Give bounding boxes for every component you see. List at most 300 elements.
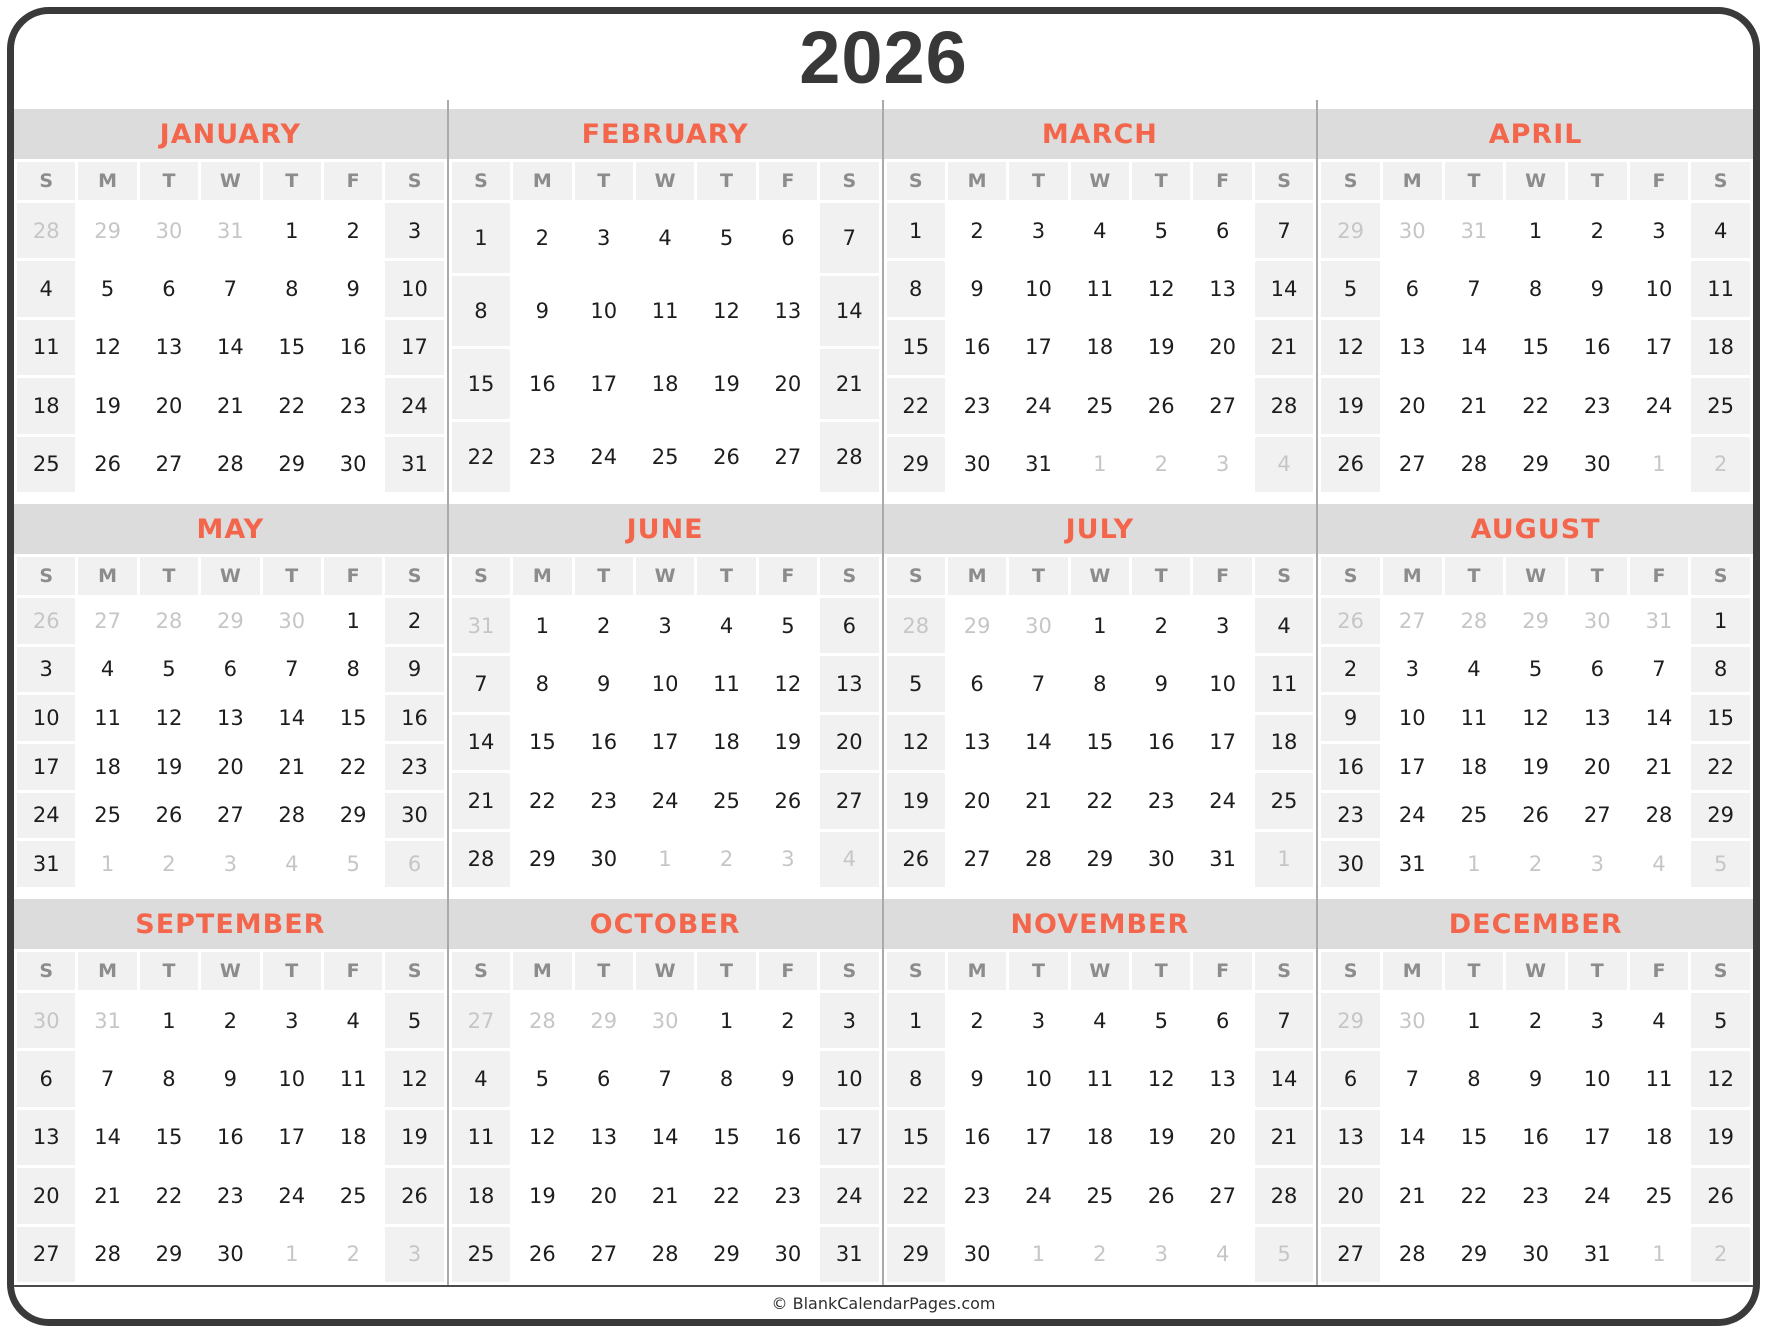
weekday-header: S: [452, 162, 510, 200]
day-cell: 1: [263, 1227, 321, 1282]
month-january: [14, 100, 449, 495]
day-cell: 8: [1445, 1051, 1504, 1106]
day-cell: 24: [385, 378, 443, 433]
day-cell: 22: [263, 378, 321, 433]
day-cell: 8: [1691, 647, 1750, 693]
day-cell: 17: [1193, 715, 1251, 770]
day-cell: 26: [1132, 378, 1190, 433]
day-cell: 21: [263, 744, 321, 790]
day-cell: 28: [1255, 1168, 1313, 1223]
day-cell: 14: [1009, 715, 1067, 770]
day-cell: 26: [385, 1168, 443, 1223]
day-cell: 3: [1383, 647, 1442, 693]
day-cell: 17: [385, 320, 443, 375]
day-cell: 30: [948, 437, 1006, 492]
day-cell: 6: [1321, 1051, 1380, 1106]
day-cell: 7: [78, 1051, 136, 1106]
weekday-header: W: [201, 952, 259, 990]
day-cell: 26: [140, 793, 198, 839]
day-cell: 1: [636, 832, 694, 887]
weekday-header: M: [948, 952, 1006, 990]
day-cell: 22: [324, 744, 382, 790]
day-cell: 27: [575, 1227, 633, 1282]
weekday-header: T: [1009, 557, 1067, 595]
day-cell: 31: [820, 1227, 878, 1282]
weekday-header: T: [140, 952, 198, 990]
day-cell: 22: [513, 773, 571, 828]
day-cell: 4: [1071, 203, 1129, 258]
day-cell: 30: [575, 832, 633, 887]
day-cell: 1: [78, 841, 136, 887]
day-cell: 1: [1506, 203, 1565, 258]
day-cell: 13: [1193, 261, 1251, 316]
day-cell: 2: [140, 841, 198, 887]
day-cell: 13: [1383, 320, 1442, 375]
day-cell: 22: [1071, 773, 1129, 828]
weekday-header: M: [513, 952, 571, 990]
day-cell: 30: [385, 793, 443, 839]
day-cell: 20: [820, 715, 878, 770]
day-cell: 20: [1383, 378, 1442, 433]
day-cell: 2: [948, 993, 1006, 1048]
day-cell: 27: [1383, 598, 1442, 644]
day-cell: 25: [697, 773, 755, 828]
day-cell: 28: [201, 437, 259, 492]
weekday-header: S: [820, 557, 878, 595]
day-cell: 29: [263, 437, 321, 492]
day-cell: 26: [17, 598, 75, 644]
day-cell: 4: [820, 832, 878, 887]
day-cell: 27: [948, 832, 1006, 887]
day-cell: 4: [1691, 203, 1750, 258]
day-cell: 31: [17, 841, 75, 887]
day-cell: 30: [1568, 598, 1627, 644]
day-cell: 3: [1193, 598, 1251, 653]
day-cell: 8: [324, 647, 382, 693]
day-cell: 17: [1568, 1110, 1627, 1165]
weekday-header: T: [697, 952, 755, 990]
day-cell: 6: [201, 647, 259, 693]
day-cell: 24: [263, 1168, 321, 1223]
day-cell: 1: [324, 598, 382, 644]
day-cell: 25: [636, 422, 694, 492]
months-grid: [14, 100, 1753, 1285]
weekday-header: F: [759, 162, 817, 200]
day-cell: 28: [513, 993, 571, 1048]
weekday-header: S: [1255, 952, 1313, 990]
day-cell: 4: [697, 598, 755, 653]
day-cell: 18: [636, 349, 694, 419]
day-cell: 28: [1445, 598, 1504, 644]
day-cell: 6: [575, 1051, 633, 1106]
day-cell: 11: [17, 320, 75, 375]
day-cell: 13: [948, 715, 1006, 770]
day-cell: 15: [1445, 1110, 1504, 1165]
day-cell: 23: [513, 422, 571, 492]
day-cell: 28: [820, 422, 878, 492]
day-cell: 9: [948, 1051, 1006, 1106]
day-cell: 10: [1009, 1051, 1067, 1106]
day-cell: 4: [78, 647, 136, 693]
day-cell: 28: [1009, 832, 1067, 887]
year-title: 2026: [799, 15, 968, 99]
day-cell: 9: [513, 276, 571, 346]
weekday-header: T: [140, 162, 198, 200]
day-cell: 25: [1255, 773, 1313, 828]
day-cell: 29: [1321, 993, 1380, 1048]
weekday-header: M: [78, 557, 136, 595]
day-cell: 5: [1132, 993, 1190, 1048]
day-cell: 2: [1691, 1227, 1750, 1282]
day-cell: 12: [513, 1110, 571, 1165]
day-cell: 27: [1193, 378, 1251, 433]
day-cell: 9: [1321, 695, 1380, 741]
day-cell: 5: [324, 841, 382, 887]
day-cell: 16: [759, 1110, 817, 1165]
day-cell: 30: [1009, 598, 1067, 653]
day-cell: 3: [1132, 1227, 1190, 1282]
day-cell: 11: [1445, 695, 1504, 741]
day-cell: 4: [1255, 598, 1313, 653]
day-cell: 31: [452, 598, 510, 653]
day-cell: 16: [385, 695, 443, 741]
weekday-header: T: [575, 952, 633, 990]
day-cell: 31: [1445, 203, 1504, 258]
day-cell: 2: [385, 598, 443, 644]
day-cell: 18: [17, 378, 75, 433]
day-cell: 25: [1445, 793, 1504, 839]
day-cell: 27: [78, 598, 136, 644]
day-cell: 23: [575, 773, 633, 828]
month-grid: [449, 159, 882, 495]
weekday-header: S: [385, 557, 443, 595]
day-cell: 3: [1193, 437, 1251, 492]
day-cell: 7: [636, 1051, 694, 1106]
day-cell: 19: [513, 1168, 571, 1223]
month-grid: [14, 159, 447, 495]
weekday-header: T: [697, 162, 755, 200]
day-cell: 2: [324, 203, 382, 258]
day-cell: 25: [1691, 378, 1750, 433]
day-cell: 28: [17, 203, 75, 258]
weekday-header: F: [1630, 162, 1689, 200]
day-cell: 29: [575, 993, 633, 1048]
day-cell: 29: [1071, 832, 1129, 887]
weekday-header: M: [948, 557, 1006, 595]
day-cell: 23: [324, 378, 382, 433]
day-cell: 30: [636, 993, 694, 1048]
day-cell: 3: [385, 203, 443, 258]
day-cell: 29: [1445, 1227, 1504, 1282]
day-cell: 1: [1009, 1227, 1067, 1282]
day-cell: 29: [201, 598, 259, 644]
day-cell: 4: [1193, 1227, 1251, 1282]
day-cell: 9: [201, 1051, 259, 1106]
weekday-header: S: [1321, 952, 1380, 990]
day-cell: 13: [17, 1110, 75, 1165]
weekday-header: W: [201, 162, 259, 200]
day-cell: 1: [1630, 1227, 1689, 1282]
day-cell: 2: [513, 203, 571, 273]
day-cell: 21: [1630, 744, 1689, 790]
day-cell: 4: [636, 203, 694, 273]
day-cell: 30: [1383, 203, 1442, 258]
weekday-header: S: [1321, 162, 1380, 200]
weekday-header: T: [1568, 557, 1627, 595]
day-cell: 22: [1445, 1168, 1504, 1223]
day-cell: 21: [1255, 320, 1313, 375]
day-cell: 29: [887, 1227, 945, 1282]
day-cell: 20: [575, 1168, 633, 1223]
day-cell: 1: [697, 993, 755, 1048]
day-cell: 11: [1071, 1051, 1129, 1106]
day-cell: 31: [385, 437, 443, 492]
weekday-header: F: [1630, 952, 1689, 990]
day-cell: 7: [1383, 1051, 1442, 1106]
day-cell: 27: [1383, 437, 1442, 492]
month-grid: [1318, 159, 1753, 495]
day-cell: 21: [201, 378, 259, 433]
weekday-header: M: [1383, 557, 1442, 595]
day-cell: 9: [575, 656, 633, 711]
day-cell: 24: [1193, 773, 1251, 828]
day-cell: 19: [385, 1110, 443, 1165]
day-cell: 30: [1132, 832, 1190, 887]
day-cell: 5: [1132, 203, 1190, 258]
day-cell: 25: [1071, 1168, 1129, 1223]
weekday-header: T: [1568, 952, 1627, 990]
day-cell: 17: [263, 1110, 321, 1165]
day-cell: 22: [1506, 378, 1565, 433]
day-cell: 13: [820, 656, 878, 711]
weekday-header: W: [636, 162, 694, 200]
day-cell: 29: [1506, 437, 1565, 492]
month-february: [449, 100, 884, 495]
day-cell: 11: [1255, 656, 1313, 711]
day-cell: 28: [887, 598, 945, 653]
day-cell: 1: [140, 993, 198, 1048]
day-cell: 23: [1132, 773, 1190, 828]
day-cell: 29: [324, 793, 382, 839]
day-cell: 20: [17, 1168, 75, 1223]
day-cell: 15: [1691, 695, 1750, 741]
weekday-header: T: [1009, 952, 1067, 990]
day-cell: 8: [140, 1051, 198, 1106]
day-cell: 11: [1630, 1051, 1689, 1106]
day-cell: 15: [324, 695, 382, 741]
day-cell: 4: [452, 1051, 510, 1106]
weekday-header: S: [887, 162, 945, 200]
weekday-header: F: [759, 557, 817, 595]
weekday-header: S: [452, 952, 510, 990]
day-cell: 22: [887, 378, 945, 433]
day-cell: 11: [697, 656, 755, 711]
day-cell: 6: [17, 1051, 75, 1106]
day-cell: 11: [636, 276, 694, 346]
day-cell: 27: [201, 793, 259, 839]
day-cell: 30: [17, 993, 75, 1048]
day-cell: 2: [1071, 1227, 1129, 1282]
weekday-header: S: [17, 162, 75, 200]
day-cell: 31: [1193, 832, 1251, 887]
day-cell: 1: [887, 203, 945, 258]
day-cell: 19: [140, 744, 198, 790]
day-cell: 4: [324, 993, 382, 1048]
month-title: NOVEMBER: [884, 899, 1317, 949]
day-cell: 3: [1009, 993, 1067, 1048]
month-june: [449, 495, 884, 890]
month-grid: [884, 949, 1317, 1285]
day-cell: 16: [1132, 715, 1190, 770]
weekday-header: T: [1132, 557, 1190, 595]
day-cell: 8: [452, 276, 510, 346]
day-cell: 27: [17, 1227, 75, 1282]
day-cell: 19: [697, 349, 755, 419]
day-cell: 4: [17, 261, 75, 316]
day-cell: 2: [201, 993, 259, 1048]
day-cell: 3: [17, 647, 75, 693]
weekday-header: S: [17, 557, 75, 595]
day-cell: 8: [887, 1051, 945, 1106]
month-title: FEBRUARY: [449, 109, 882, 159]
month-title: JANUARY: [14, 109, 447, 159]
day-cell: 22: [697, 1168, 755, 1223]
month-july: [884, 495, 1319, 890]
day-cell: 10: [636, 656, 694, 711]
day-cell: 8: [1506, 261, 1565, 316]
weekday-header: T: [1445, 162, 1504, 200]
month-grid: [14, 949, 447, 1285]
day-cell: 21: [636, 1168, 694, 1223]
day-cell: 6: [1568, 647, 1627, 693]
weekday-header: S: [820, 162, 878, 200]
day-cell: 1: [452, 203, 510, 273]
day-cell: 5: [78, 261, 136, 316]
weekday-header: F: [324, 557, 382, 595]
day-cell: 30: [948, 1227, 1006, 1282]
weekday-header: M: [513, 557, 571, 595]
day-cell: 14: [1255, 1051, 1313, 1106]
day-cell: 30: [1321, 841, 1380, 887]
day-cell: 3: [385, 1227, 443, 1282]
day-cell: 10: [17, 695, 75, 741]
day-cell: 14: [452, 715, 510, 770]
day-cell: 6: [759, 203, 817, 273]
month-grid: [1318, 949, 1753, 1285]
weekday-header: F: [1193, 162, 1251, 200]
day-cell: 20: [1193, 320, 1251, 375]
day-cell: 13: [1568, 695, 1627, 741]
day-cell: 14: [636, 1110, 694, 1165]
day-cell: 7: [1255, 203, 1313, 258]
day-cell: 27: [140, 437, 198, 492]
day-cell: 3: [759, 832, 817, 887]
day-cell: 6: [1193, 993, 1251, 1048]
weekday-header: T: [263, 952, 321, 990]
day-cell: 6: [385, 841, 443, 887]
day-cell: 29: [1691, 793, 1750, 839]
day-cell: 19: [887, 773, 945, 828]
day-cell: 10: [1193, 656, 1251, 711]
day-cell: 15: [513, 715, 571, 770]
day-cell: 5: [1321, 261, 1380, 316]
calendar-page: [7, 7, 1760, 1326]
day-cell: 8: [513, 656, 571, 711]
day-cell: 9: [324, 261, 382, 316]
day-cell: 25: [78, 793, 136, 839]
day-cell: 24: [1383, 793, 1442, 839]
day-cell: 27: [759, 422, 817, 492]
day-cell: 2: [697, 832, 755, 887]
day-cell: 17: [1009, 320, 1067, 375]
day-cell: 16: [1321, 744, 1380, 790]
day-cell: 17: [17, 744, 75, 790]
weekday-header: W: [201, 557, 259, 595]
day-cell: 14: [820, 276, 878, 346]
month-november: [884, 890, 1319, 1285]
day-cell: 19: [1321, 378, 1380, 433]
day-cell: 21: [452, 773, 510, 828]
day-cell: 22: [1691, 744, 1750, 790]
day-cell: 18: [1071, 1110, 1129, 1165]
day-cell: 24: [820, 1168, 878, 1223]
day-cell: 18: [1691, 320, 1750, 375]
day-cell: 3: [263, 993, 321, 1048]
day-cell: 20: [1568, 744, 1627, 790]
day-cell: 17: [1630, 320, 1689, 375]
month-april: [1318, 100, 1753, 495]
day-cell: 2: [1568, 203, 1627, 258]
day-cell: 4: [1255, 437, 1313, 492]
day-cell: 14: [1255, 261, 1313, 316]
day-cell: 29: [948, 598, 1006, 653]
day-cell: 10: [1630, 261, 1689, 316]
day-cell: 31: [1383, 841, 1442, 887]
weekday-header: W: [636, 557, 694, 595]
weekday-header: T: [1132, 162, 1190, 200]
day-cell: 26: [78, 437, 136, 492]
month-march: [884, 100, 1319, 495]
day-cell: 12: [1321, 320, 1380, 375]
day-cell: 23: [1321, 793, 1380, 839]
day-cell: 9: [385, 647, 443, 693]
day-cell: 24: [636, 773, 694, 828]
day-cell: 28: [1445, 437, 1504, 492]
day-cell: 26: [1132, 1168, 1190, 1223]
day-cell: 22: [140, 1168, 198, 1223]
day-cell: 12: [697, 276, 755, 346]
day-cell: 19: [78, 378, 136, 433]
weekday-header: T: [575, 557, 633, 595]
day-cell: 1: [1445, 841, 1504, 887]
day-cell: 15: [452, 349, 510, 419]
month-title: SEPTEMBER: [14, 899, 447, 949]
day-cell: 28: [452, 832, 510, 887]
day-cell: 26: [697, 422, 755, 492]
day-cell: 2: [1691, 437, 1750, 492]
day-cell: 24: [1009, 378, 1067, 433]
day-cell: 30: [1383, 993, 1442, 1048]
weekday-header: W: [636, 952, 694, 990]
day-cell: 8: [887, 261, 945, 316]
day-cell: 4: [1445, 647, 1504, 693]
day-cell: 24: [17, 793, 75, 839]
weekday-header: T: [1009, 162, 1067, 200]
day-cell: 26: [1691, 1168, 1750, 1223]
day-cell: 26: [1321, 437, 1380, 492]
day-cell: 23: [1568, 378, 1627, 433]
month-grid: [1318, 554, 1753, 890]
